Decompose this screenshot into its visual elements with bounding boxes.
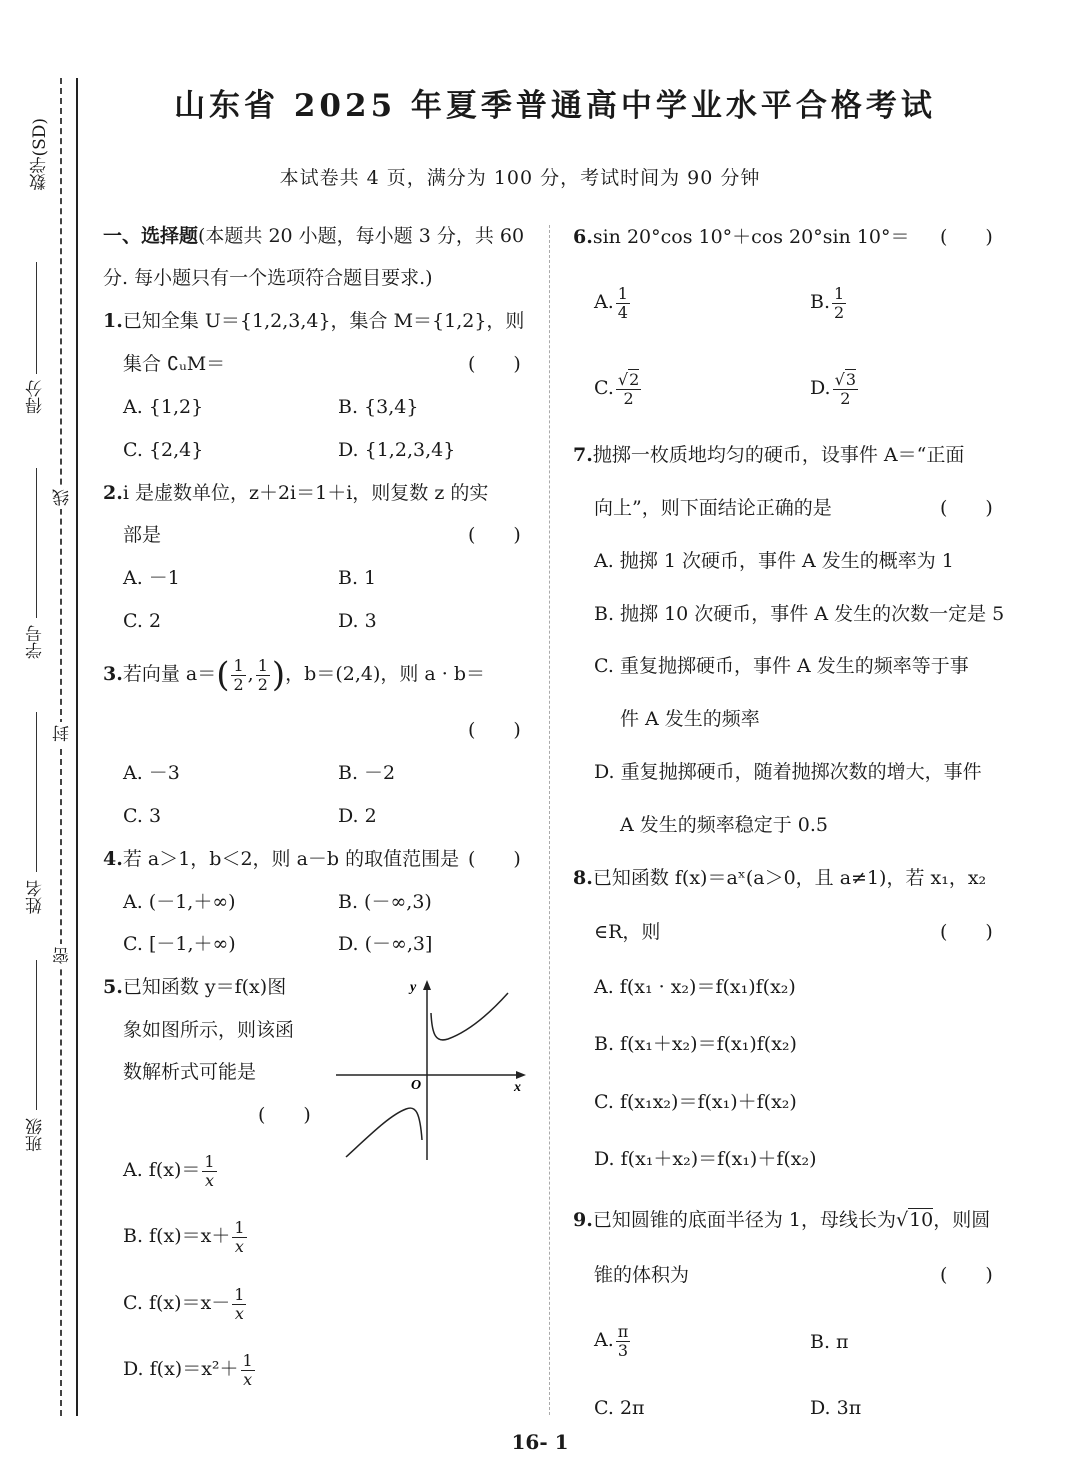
- student-no-blank: [36, 468, 37, 618]
- q2-option-b: B. 1: [338, 567, 377, 589]
- q9-option-b: B. π: [810, 1331, 849, 1353]
- q2-option-d: D. 3: [338, 610, 377, 632]
- binding-solid-line: [76, 78, 78, 1416]
- q2-stem-line2: 部是: [123, 524, 162, 546]
- q8-option-c: C. f(x₁x₂)＝f(x₁)＋f(x₂): [594, 1091, 797, 1113]
- q2-stem-line1: 2.i 是虚数单位，z＋2i＝1＋i，则复数 z 的实: [103, 482, 489, 504]
- binding-dashed-line: [60, 78, 62, 1416]
- q3-option-d: D. 2: [338, 805, 377, 827]
- graph-left-branch: [346, 1108, 422, 1157]
- score-blank: [36, 262, 37, 374]
- seal-mi-char: 密: [53, 944, 73, 967]
- q5-option-a: A. f(x)＝ $\frac{1}{x}$: [123, 1151, 215, 1190]
- q4-option-d: D. (－∞,3]: [338, 933, 433, 955]
- exam-title: 山东省 2025 年夏季普通高中学业水平合格考试: [174, 88, 936, 124]
- q7-option-b: B. 抛掷 10 次硬币，事件 A 发生的次数一定是 5: [594, 603, 1005, 625]
- q5-option-c: C. f(x)＝x－ $\frac{1}{x}$: [123, 1284, 245, 1323]
- name-blank: [36, 712, 37, 872]
- q4-option-a: A. (－1,＋∞): [123, 891, 236, 913]
- q7-option-c-line1: C. 重复抛掷硬币，事件 A 发生的频率等于事: [594, 655, 969, 677]
- q1-option-c: C. {2,4}: [123, 439, 204, 461]
- section-heading-line1: 一、选择题(本题共 20 小题，每小题 3 分，共 60: [103, 225, 525, 247]
- graph-y-label: y: [410, 980, 417, 995]
- q8-stem-line2: ∈R，则: [594, 921, 661, 943]
- q4-stem: 4.若 a＞1，b＜2，则 a－b 的取值范围是: [103, 848, 460, 870]
- q5-stem-line2: 象如图所示，则该函: [123, 1019, 295, 1041]
- q7-option-d-line2: A 发生的频率稳定于 0.5: [620, 814, 829, 836]
- q7-option-d-line1: D. 重复抛掷硬币，随着抛掷次数的增大，事件: [594, 761, 982, 783]
- q5-option-b: B. f(x)＝x＋ $\frac{1}{x}$: [123, 1217, 245, 1256]
- q5-function-graph: [330, 975, 530, 1165]
- q2-answer-blank: ( ): [468, 524, 521, 546]
- q1-option-a: A. {1,2}: [123, 396, 204, 418]
- q5-stem-line1: 5.已知函数 y＝f(x)图: [103, 976, 287, 998]
- q6-option-a: A. $\frac{1}{4}$: [594, 283, 628, 322]
- seal-feng-char: 封: [53, 722, 73, 745]
- q6-stem: 6.sin 20°cos 10°＋cos 20°sin 10°＝: [573, 226, 910, 248]
- q3-stem: 3.若向量 a＝( $\frac{1}{2}$ , $\frac{1}{2}$ )，b＝(2,4)，则 a · b＝: [103, 655, 486, 695]
- q7-option-a: A. 抛掷 1 次硬币，事件 A 发生的概率为 1: [594, 550, 954, 572]
- q3-frac-2: $\frac{1}{2}$: [257, 655, 268, 694]
- q9-option-c: C. 2π: [594, 1397, 645, 1419]
- q3-answer-blank: ( ): [468, 719, 521, 741]
- graph-right-branch: [431, 993, 508, 1040]
- q5-option-d: D. f(x)＝x²＋ $\frac{1}{x}$: [123, 1350, 253, 1389]
- q3-option-c: C. 3: [123, 805, 162, 827]
- q8-stem-line1: 8.已知函数 f(x)＝aˣ(a＞0，且 a≠1)，若 x₁，x₂: [573, 867, 987, 889]
- q3-option-b: B. －2: [338, 762, 396, 784]
- q8-answer-blank: ( ): [940, 921, 993, 943]
- q6-option-c: C. $\frac{√2}{2}$: [594, 369, 640, 408]
- name-label: 姓名: [26, 880, 46, 914]
- q7-option-c-line2: 件 A 发生的频率: [620, 708, 760, 730]
- q7-stem-line1: 7.抛掷一枚质地均匀的硬币，设事件 A＝“正面: [573, 444, 965, 466]
- q2-option-c: C. 2: [123, 610, 162, 632]
- q9-answer-blank: ( ): [940, 1264, 993, 1286]
- student-no-label: 学号: [26, 625, 46, 659]
- class-blank: [36, 960, 37, 1110]
- q7-stem-line2: 向上”，则下面结论正确的是: [594, 497, 832, 519]
- class-label: 班级: [26, 1118, 46, 1152]
- q1-stem-line1: 1.已知全集 U＝{1,2,3,4}，集合 M＝{1,2}，则: [103, 310, 525, 332]
- q1-option-d: D. {1,2,3,4}: [338, 439, 456, 461]
- q9-stem-line1: 9.已知圆锥的底面半径为 1，母线长为√10，则圆: [573, 1209, 991, 1231]
- subject-label: 数学(SD): [30, 118, 50, 191]
- exam-subtitle: 本试卷共 4 页，满分为 100 分，考试时间为 90 分钟: [279, 167, 761, 189]
- q1-option-b: B. {3,4}: [338, 396, 419, 418]
- score-label: 得分: [26, 380, 46, 414]
- q4-answer-blank: ( ): [468, 848, 521, 870]
- q5-stem-line3: 数解析式可能是: [123, 1061, 257, 1083]
- q8-option-a: A. f(x₁ · x₂)＝f(x₁)f(x₂): [594, 976, 796, 998]
- page-number: 16- 1: [511, 1430, 569, 1454]
- q9-option-d: D. 3π: [810, 1397, 862, 1419]
- seal-line-char: 线: [53, 486, 73, 509]
- q1-answer-blank: ( ): [468, 353, 521, 375]
- graph-x-label: x: [514, 1080, 521, 1095]
- q3-frac-1: $\frac{1}{2}$: [233, 655, 244, 694]
- q8-option-d: D. f(x₁＋x₂)＝f(x₁)＋f(x₂): [594, 1148, 817, 1170]
- q9-option-a: A. $\frac{\pi}{3}$: [594, 1321, 629, 1360]
- q6-option-b: B. $\frac{1}{2}$: [810, 283, 845, 322]
- q7-answer-blank: ( ): [940, 497, 993, 519]
- q4-option-c: C. [－1,＋∞): [123, 933, 236, 955]
- q6-answer-blank: ( ): [940, 226, 993, 248]
- q5-answer-blank: ( ): [258, 1104, 311, 1126]
- q8-option-b: B. f(x₁＋x₂)＝f(x₁)f(x₂): [594, 1033, 797, 1055]
- q3-option-a: A. －3: [123, 762, 180, 784]
- q4-option-b: B. (－∞,3): [338, 891, 432, 913]
- q6-option-d: D. $\frac{√3}{2}$: [810, 369, 856, 408]
- graph-origin-label: O: [411, 1078, 422, 1093]
- q9-stem-line2: 锥的体积为: [594, 1264, 690, 1286]
- q2-option-a: A. －1: [123, 567, 180, 589]
- section-heading-line2: 分. 每小题只有一个选项符合题目要求.): [103, 267, 433, 289]
- q1-stem-line2: 集合 ∁ᵤM＝: [123, 353, 226, 375]
- column-divider: [549, 225, 550, 1415]
